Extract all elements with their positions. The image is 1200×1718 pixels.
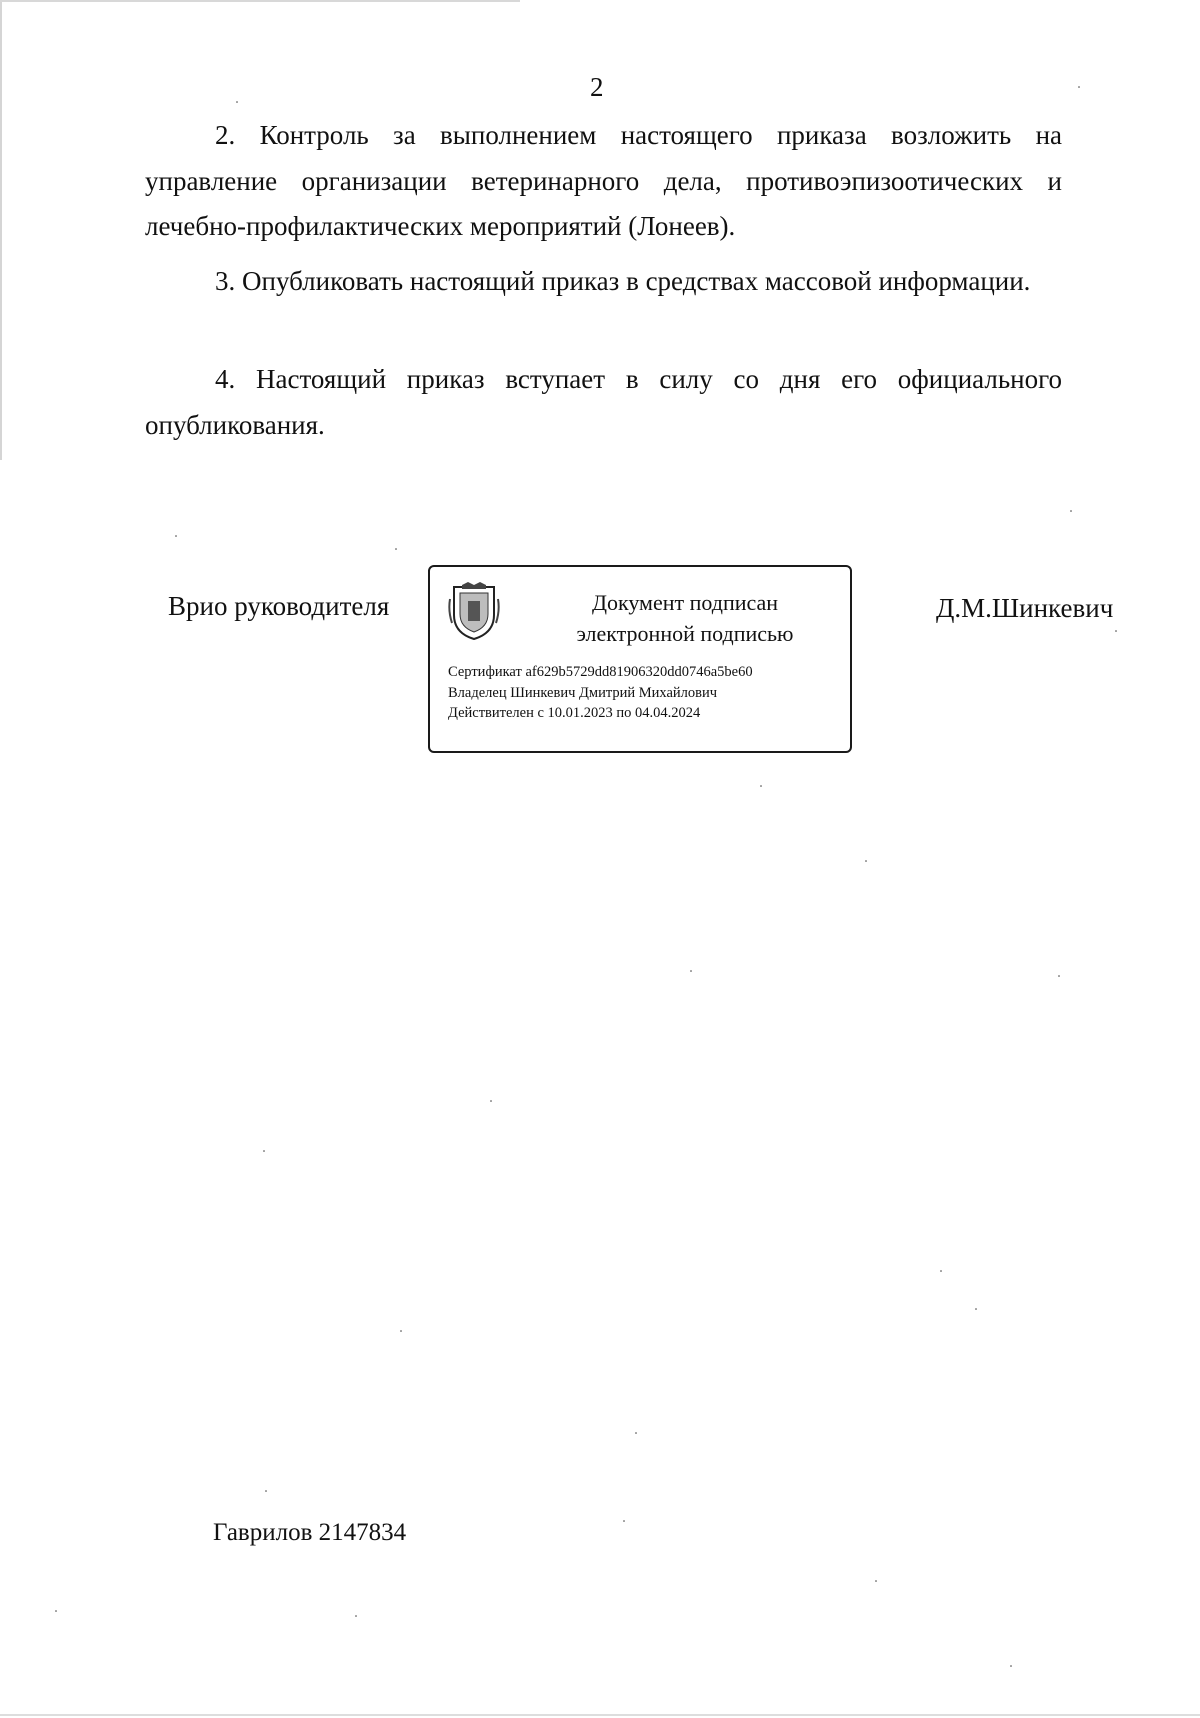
scan-edge-bottom bbox=[0, 1714, 1200, 1716]
scan-speck bbox=[760, 785, 762, 787]
scan-speck bbox=[400, 1330, 402, 1332]
scan-speck bbox=[1115, 630, 1117, 632]
scan-speck bbox=[355, 1615, 357, 1617]
scan-speck bbox=[690, 970, 692, 972]
signatory-position: Врио руководителя bbox=[168, 591, 390, 621]
scan-speck bbox=[1058, 975, 1060, 977]
scan-speck bbox=[265, 1490, 267, 1492]
scan-speck bbox=[490, 1100, 492, 1102]
paragraph-item-3: 3. Опубликовать настоящий приказ в средствах массовой информации. bbox=[215, 266, 1031, 296]
scan-speck bbox=[975, 1308, 977, 1310]
electronic-signature-stamp bbox=[428, 565, 852, 753]
scan-edge-top bbox=[0, 0, 520, 2]
paragraph-item-2: 2. Контроль за выполнением настоящего приказа возложить на управление организации ветеринарного дела, противоэпизоотических и лечебно-профилактических мероприятий (Лонеев). bbox=[145, 120, 1062, 241]
scan-speck bbox=[1010, 1665, 1012, 1667]
scan-speck bbox=[175, 535, 177, 537]
stamp-certificate: Сертификат af629b5729dd81906320dd0746a5be60 bbox=[448, 664, 753, 680]
paragraph-item-4: 4. Настоящий приказ вступает в силу со дня его официального опубликования. bbox=[145, 364, 1062, 440]
scan-speck bbox=[875, 1580, 877, 1582]
scan-speck bbox=[236, 101, 238, 103]
scan-speck bbox=[865, 860, 867, 862]
signatory-name: Д.М.Шинкевич bbox=[936, 593, 1114, 623]
stamp-title bbox=[535, 587, 835, 649]
stamp-details bbox=[448, 662, 843, 724]
scan-speck bbox=[623, 1520, 625, 1522]
scan-speck bbox=[1078, 86, 1080, 88]
scan-speck bbox=[940, 1270, 942, 1272]
scan-speck bbox=[263, 1150, 265, 1152]
stamp-validity: Действителен с 10.01.2023 по 04.04.2024 bbox=[448, 705, 701, 721]
scan-speck bbox=[395, 548, 397, 550]
stamp-title-line-1: Документ подписан bbox=[591, 590, 779, 615]
executor-note: Гаврилов 2147834 bbox=[213, 1519, 407, 1546]
scan-speck bbox=[55, 1610, 57, 1612]
page-number: 2 bbox=[590, 72, 604, 102]
scan-edge-left bbox=[0, 0, 2, 460]
coat-of-arms-emblem bbox=[448, 581, 500, 643]
stamp-owner: Владелец Шинкевич Дмитрий Михайлович bbox=[448, 684, 718, 701]
scan-speck bbox=[635, 1432, 637, 1434]
scan-speck bbox=[1070, 510, 1072, 512]
stamp-title-line-2: электронной подписью bbox=[576, 621, 794, 646]
